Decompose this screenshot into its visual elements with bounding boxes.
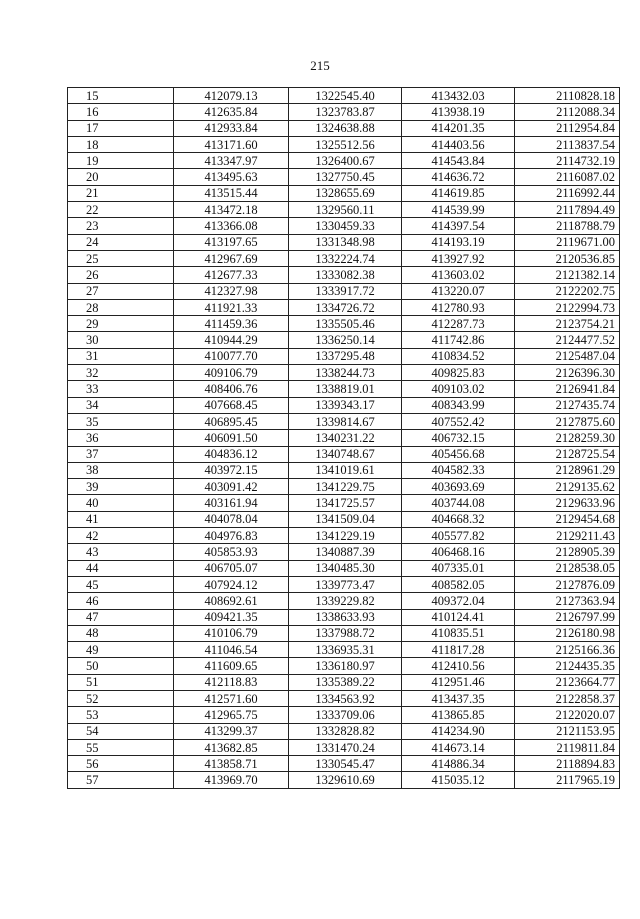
- y2-cell: 2121153.95: [515, 723, 620, 739]
- y2-cell: 2127435.74: [515, 397, 620, 413]
- point-number-cell: 56: [68, 756, 174, 772]
- table-row: [68, 739, 620, 755]
- table-row: [68, 332, 620, 348]
- x2-cell: 408343.99: [402, 397, 515, 413]
- y2-cell: 2129135.62: [515, 479, 620, 495]
- point-number-cell: 17: [68, 120, 174, 136]
- y2-cell: 2129454.68: [515, 511, 620, 527]
- x2-cell: 410124.41: [402, 609, 515, 625]
- x2-cell: 414636.72: [402, 169, 515, 185]
- table-row: [68, 479, 620, 495]
- point-number-cell: 53: [68, 707, 174, 723]
- x2-cell: 414886.34: [402, 756, 515, 772]
- point-number-cell: 57: [68, 772, 174, 788]
- point-number-cell: 41: [68, 511, 174, 527]
- coordinate-table-body: [68, 88, 620, 789]
- table-row: [68, 169, 620, 185]
- table-row: [68, 609, 620, 625]
- y1-cell: 1339229.82: [289, 593, 402, 609]
- point-number-cell: 19: [68, 153, 174, 169]
- point-number-cell: 23: [68, 218, 174, 234]
- x1-cell: 411046.54: [174, 642, 289, 658]
- x1-cell: 413366.08: [174, 218, 289, 234]
- x1-cell: 413299.37: [174, 723, 289, 739]
- table-row: [68, 397, 620, 413]
- y1-cell: 1336180.97: [289, 658, 402, 674]
- table-row: [68, 202, 620, 218]
- x1-cell: 411459.36: [174, 316, 289, 332]
- x1-cell: 412933.84: [174, 120, 289, 136]
- x1-cell: 413171.60: [174, 136, 289, 152]
- y1-cell: 1323783.87: [289, 104, 402, 120]
- table-row: [68, 690, 620, 706]
- x1-cell: 408406.76: [174, 381, 289, 397]
- y2-cell: 2112088.34: [515, 104, 620, 120]
- x2-cell: 407552.42: [402, 413, 515, 429]
- x1-cell: 412079.13: [174, 88, 289, 104]
- x1-cell: 409421.35: [174, 609, 289, 625]
- table-row: [68, 185, 620, 201]
- point-number-cell: 33: [68, 381, 174, 397]
- table-row: [68, 413, 620, 429]
- point-number-cell: 31: [68, 348, 174, 364]
- x2-cell: 413432.03: [402, 88, 515, 104]
- x2-cell: 413603.02: [402, 267, 515, 283]
- point-number-cell: 34: [68, 397, 174, 413]
- y1-cell: 1340485.30: [289, 560, 402, 576]
- y1-cell: 1324638.88: [289, 120, 402, 136]
- table-row: [68, 674, 620, 690]
- x1-cell: 406091.50: [174, 430, 289, 446]
- point-number-cell: 47: [68, 609, 174, 625]
- y1-cell: 1327750.45: [289, 169, 402, 185]
- point-number-cell: 26: [68, 267, 174, 283]
- y1-cell: 1333917.72: [289, 283, 402, 299]
- table-row: [68, 576, 620, 592]
- x1-cell: 413472.18: [174, 202, 289, 218]
- y2-cell: 2128961.29: [515, 462, 620, 478]
- point-number-cell: 51: [68, 674, 174, 690]
- x2-cell: 406468.16: [402, 544, 515, 560]
- table-row: [68, 104, 620, 120]
- x1-cell: 412967.69: [174, 250, 289, 266]
- x2-cell: 413927.92: [402, 250, 515, 266]
- x2-cell: 405577.82: [402, 528, 515, 544]
- y1-cell: 1341019.61: [289, 462, 402, 478]
- point-number-cell: 38: [68, 462, 174, 478]
- point-number-cell: 42: [68, 528, 174, 544]
- y1-cell: 1337988.72: [289, 625, 402, 641]
- point-number-cell: 54: [68, 723, 174, 739]
- table-row: [68, 381, 620, 397]
- y2-cell: 2128538.05: [515, 560, 620, 576]
- y2-cell: 2123754.21: [515, 316, 620, 332]
- y2-cell: 2125487.04: [515, 348, 620, 364]
- table-row: [68, 528, 620, 544]
- y1-cell: 1338819.01: [289, 381, 402, 397]
- y2-cell: 2113837.54: [515, 136, 620, 152]
- table-row: [68, 365, 620, 381]
- y2-cell: 2129211.43: [515, 528, 620, 544]
- y1-cell: 1328655.69: [289, 185, 402, 201]
- point-number-cell: 32: [68, 365, 174, 381]
- x1-cell: 411609.65: [174, 658, 289, 674]
- table-row: [68, 136, 620, 152]
- y1-cell: 1339773.47: [289, 576, 402, 592]
- point-number-cell: 44: [68, 560, 174, 576]
- x2-cell: 409103.02: [402, 381, 515, 397]
- y1-cell: 1332828.82: [289, 723, 402, 739]
- y2-cell: 2127876.09: [515, 576, 620, 592]
- x1-cell: 413347.97: [174, 153, 289, 169]
- y2-cell: 2119811.84: [515, 739, 620, 755]
- x2-cell: 404668.32: [402, 511, 515, 527]
- point-number-cell: 39: [68, 479, 174, 495]
- point-number-cell: 21: [68, 185, 174, 201]
- y1-cell: 1339343.17: [289, 397, 402, 413]
- x2-cell: 405456.68: [402, 446, 515, 462]
- coordinate-table: [67, 87, 620, 789]
- y2-cell: 2112954.84: [515, 120, 620, 136]
- y1-cell: 1329560.11: [289, 202, 402, 218]
- y1-cell: 1335389.22: [289, 674, 402, 690]
- table-row: [68, 707, 620, 723]
- table-row: [68, 348, 620, 364]
- x2-cell: 414201.35: [402, 120, 515, 136]
- y1-cell: 1335505.46: [289, 316, 402, 332]
- y2-cell: 2129633.96: [515, 495, 620, 511]
- table-row: [68, 625, 620, 641]
- x2-cell: 410834.52: [402, 348, 515, 364]
- point-number-cell: 46: [68, 593, 174, 609]
- table-row: [68, 593, 620, 609]
- point-number-cell: 25: [68, 250, 174, 266]
- x1-cell: 403091.42: [174, 479, 289, 495]
- y2-cell: 2117894.49: [515, 202, 620, 218]
- y1-cell: 1332224.74: [289, 250, 402, 266]
- y1-cell: 1329610.69: [289, 772, 402, 788]
- x2-cell: 410835.51: [402, 625, 515, 641]
- y2-cell: 2126941.84: [515, 381, 620, 397]
- x1-cell: 404078.04: [174, 511, 289, 527]
- x1-cell: 405853.93: [174, 544, 289, 560]
- y2-cell: 2117965.19: [515, 772, 620, 788]
- y2-cell: 2110828.18: [515, 88, 620, 104]
- x1-cell: 412327.98: [174, 283, 289, 299]
- point-number-cell: 20: [68, 169, 174, 185]
- table-row: [68, 153, 620, 169]
- point-number-cell: 37: [68, 446, 174, 462]
- x2-cell: 409372.04: [402, 593, 515, 609]
- table-row: [68, 658, 620, 674]
- y2-cell: 2128259.30: [515, 430, 620, 446]
- table-row: [68, 88, 620, 104]
- y2-cell: 2127875.60: [515, 413, 620, 429]
- x1-cell: 404976.83: [174, 528, 289, 544]
- y2-cell: 2119671.00: [515, 234, 620, 250]
- y1-cell: 1339814.67: [289, 413, 402, 429]
- point-number-cell: 48: [68, 625, 174, 641]
- x2-cell: 408582.05: [402, 576, 515, 592]
- y2-cell: 2118788.79: [515, 218, 620, 234]
- x1-cell: 403972.15: [174, 462, 289, 478]
- x2-cell: 414539.99: [402, 202, 515, 218]
- y1-cell: 1326400.67: [289, 153, 402, 169]
- y2-cell: 2128905.39: [515, 544, 620, 560]
- point-number-cell: 28: [68, 299, 174, 315]
- table-row: [68, 560, 620, 576]
- y2-cell: 2116992.44: [515, 185, 620, 201]
- y1-cell: 1341725.57: [289, 495, 402, 511]
- x2-cell: 412951.46: [402, 674, 515, 690]
- table-row: [68, 267, 620, 283]
- y1-cell: 1340887.39: [289, 544, 402, 560]
- table-row: [68, 511, 620, 527]
- table-row: [68, 756, 620, 772]
- table-row: [68, 723, 620, 739]
- y1-cell: 1331348.98: [289, 234, 402, 250]
- y1-cell: 1333082.38: [289, 267, 402, 283]
- x1-cell: 410106.79: [174, 625, 289, 641]
- y1-cell: 1325512.56: [289, 136, 402, 152]
- x1-cell: 410944.29: [174, 332, 289, 348]
- y1-cell: 1336250.14: [289, 332, 402, 348]
- point-number-cell: 35: [68, 413, 174, 429]
- x1-cell: 404836.12: [174, 446, 289, 462]
- y1-cell: 1330459.33: [289, 218, 402, 234]
- y2-cell: 2126180.98: [515, 625, 620, 641]
- x1-cell: 409106.79: [174, 365, 289, 381]
- x2-cell: 414193.19: [402, 234, 515, 250]
- y1-cell: 1334563.92: [289, 690, 402, 706]
- x1-cell: 408692.61: [174, 593, 289, 609]
- y2-cell: 2128725.54: [515, 446, 620, 462]
- y2-cell: 2114732.19: [515, 153, 620, 169]
- table-row: [68, 462, 620, 478]
- table-row: [68, 772, 620, 788]
- y1-cell: 1338244.73: [289, 365, 402, 381]
- point-number-cell: 15: [68, 88, 174, 104]
- x1-cell: 413969.70: [174, 772, 289, 788]
- x1-cell: 411921.33: [174, 299, 289, 315]
- x2-cell: 403693.69: [402, 479, 515, 495]
- table-row: [68, 495, 620, 511]
- point-number-cell: 16: [68, 104, 174, 120]
- point-number-cell: 18: [68, 136, 174, 152]
- y2-cell: 2122858.37: [515, 690, 620, 706]
- table-row: [68, 234, 620, 250]
- x1-cell: 413858.71: [174, 756, 289, 772]
- y1-cell: 1341229.19: [289, 528, 402, 544]
- x2-cell: 413220.07: [402, 283, 515, 299]
- y2-cell: 2126797.99: [515, 609, 620, 625]
- x1-cell: 412965.75: [174, 707, 289, 723]
- x2-cell: 406732.15: [402, 430, 515, 446]
- point-number-cell: 30: [68, 332, 174, 348]
- x2-cell: 412287.73: [402, 316, 515, 332]
- x1-cell: 407668.45: [174, 397, 289, 413]
- x2-cell: 414403.56: [402, 136, 515, 152]
- y2-cell: 2126396.30: [515, 365, 620, 381]
- table-row: [68, 544, 620, 560]
- y2-cell: 2120536.85: [515, 250, 620, 266]
- point-number-cell: 55: [68, 739, 174, 755]
- page-number: 215: [310, 58, 330, 73]
- y2-cell: 2124477.52: [515, 332, 620, 348]
- point-number-cell: 49: [68, 642, 174, 658]
- y2-cell: 2125166.36: [515, 642, 620, 658]
- x1-cell: 406705.07: [174, 560, 289, 576]
- table-row: [68, 218, 620, 234]
- x2-cell: 404582.33: [402, 462, 515, 478]
- y2-cell: 2122994.73: [515, 299, 620, 315]
- table-row: [68, 299, 620, 315]
- y2-cell: 2124435.35: [515, 658, 620, 674]
- point-number-cell: 50: [68, 658, 174, 674]
- x1-cell: 406895.45: [174, 413, 289, 429]
- y2-cell: 2118894.83: [515, 756, 620, 772]
- table-row: [68, 316, 620, 332]
- table-row: [68, 250, 620, 266]
- x2-cell: 413437.35: [402, 690, 515, 706]
- x1-cell: 410077.70: [174, 348, 289, 364]
- point-number-cell: 36: [68, 430, 174, 446]
- y1-cell: 1322545.40: [289, 88, 402, 104]
- table-row: [68, 430, 620, 446]
- x1-cell: 412571.60: [174, 690, 289, 706]
- y2-cell: 2123664.77: [515, 674, 620, 690]
- x1-cell: 413495.63: [174, 169, 289, 185]
- y2-cell: 2116087.02: [515, 169, 620, 185]
- x2-cell: 411817.28: [402, 642, 515, 658]
- point-number-cell: 22: [68, 202, 174, 218]
- x1-cell: 407924.12: [174, 576, 289, 592]
- y1-cell: 1341509.04: [289, 511, 402, 527]
- table-row: [68, 283, 620, 299]
- point-number-cell: 27: [68, 283, 174, 299]
- point-number-cell: 43: [68, 544, 174, 560]
- table-row: [68, 642, 620, 658]
- x1-cell: 413515.44: [174, 185, 289, 201]
- x2-cell: 415035.12: [402, 772, 515, 788]
- y1-cell: 1340748.67: [289, 446, 402, 462]
- x1-cell: 412118.83: [174, 674, 289, 690]
- y1-cell: 1338633.93: [289, 609, 402, 625]
- x2-cell: 414234.90: [402, 723, 515, 739]
- x2-cell: 407335.01: [402, 560, 515, 576]
- x2-cell: 414397.54: [402, 218, 515, 234]
- x1-cell: 412635.84: [174, 104, 289, 120]
- table-row: [68, 120, 620, 136]
- y2-cell: 2127363.94: [515, 593, 620, 609]
- y2-cell: 2122202.75: [515, 283, 620, 299]
- x1-cell: 412677.33: [174, 267, 289, 283]
- y1-cell: 1331470.24: [289, 739, 402, 755]
- x2-cell: 414673.14: [402, 739, 515, 755]
- y1-cell: 1340231.22: [289, 430, 402, 446]
- x1-cell: 403161.94: [174, 495, 289, 511]
- x2-cell: 411742.86: [402, 332, 515, 348]
- point-number-cell: 52: [68, 690, 174, 706]
- point-number-cell: 24: [68, 234, 174, 250]
- y1-cell: 1336935.31: [289, 642, 402, 658]
- x2-cell: 413938.19: [402, 104, 515, 120]
- point-number-cell: 29: [68, 316, 174, 332]
- y1-cell: 1330545.47: [289, 756, 402, 772]
- x2-cell: 409825.83: [402, 365, 515, 381]
- x2-cell: 412780.93: [402, 299, 515, 315]
- x2-cell: 403744.08: [402, 495, 515, 511]
- point-number-cell: 45: [68, 576, 174, 592]
- x1-cell: 413682.85: [174, 739, 289, 755]
- x2-cell: 414619.85: [402, 185, 515, 201]
- x2-cell: 412410.56: [402, 658, 515, 674]
- table-row: [68, 446, 620, 462]
- point-number-cell: 40: [68, 495, 174, 511]
- y2-cell: 2121382.14: [515, 267, 620, 283]
- x1-cell: 413197.65: [174, 234, 289, 250]
- y1-cell: 1334726.72: [289, 299, 402, 315]
- y1-cell: 1333709.06: [289, 707, 402, 723]
- x2-cell: 414543.84: [402, 153, 515, 169]
- y1-cell: 1337295.48: [289, 348, 402, 364]
- x2-cell: 413865.85: [402, 707, 515, 723]
- y2-cell: 2122020.07: [515, 707, 620, 723]
- y1-cell: 1341229.75: [289, 479, 402, 495]
